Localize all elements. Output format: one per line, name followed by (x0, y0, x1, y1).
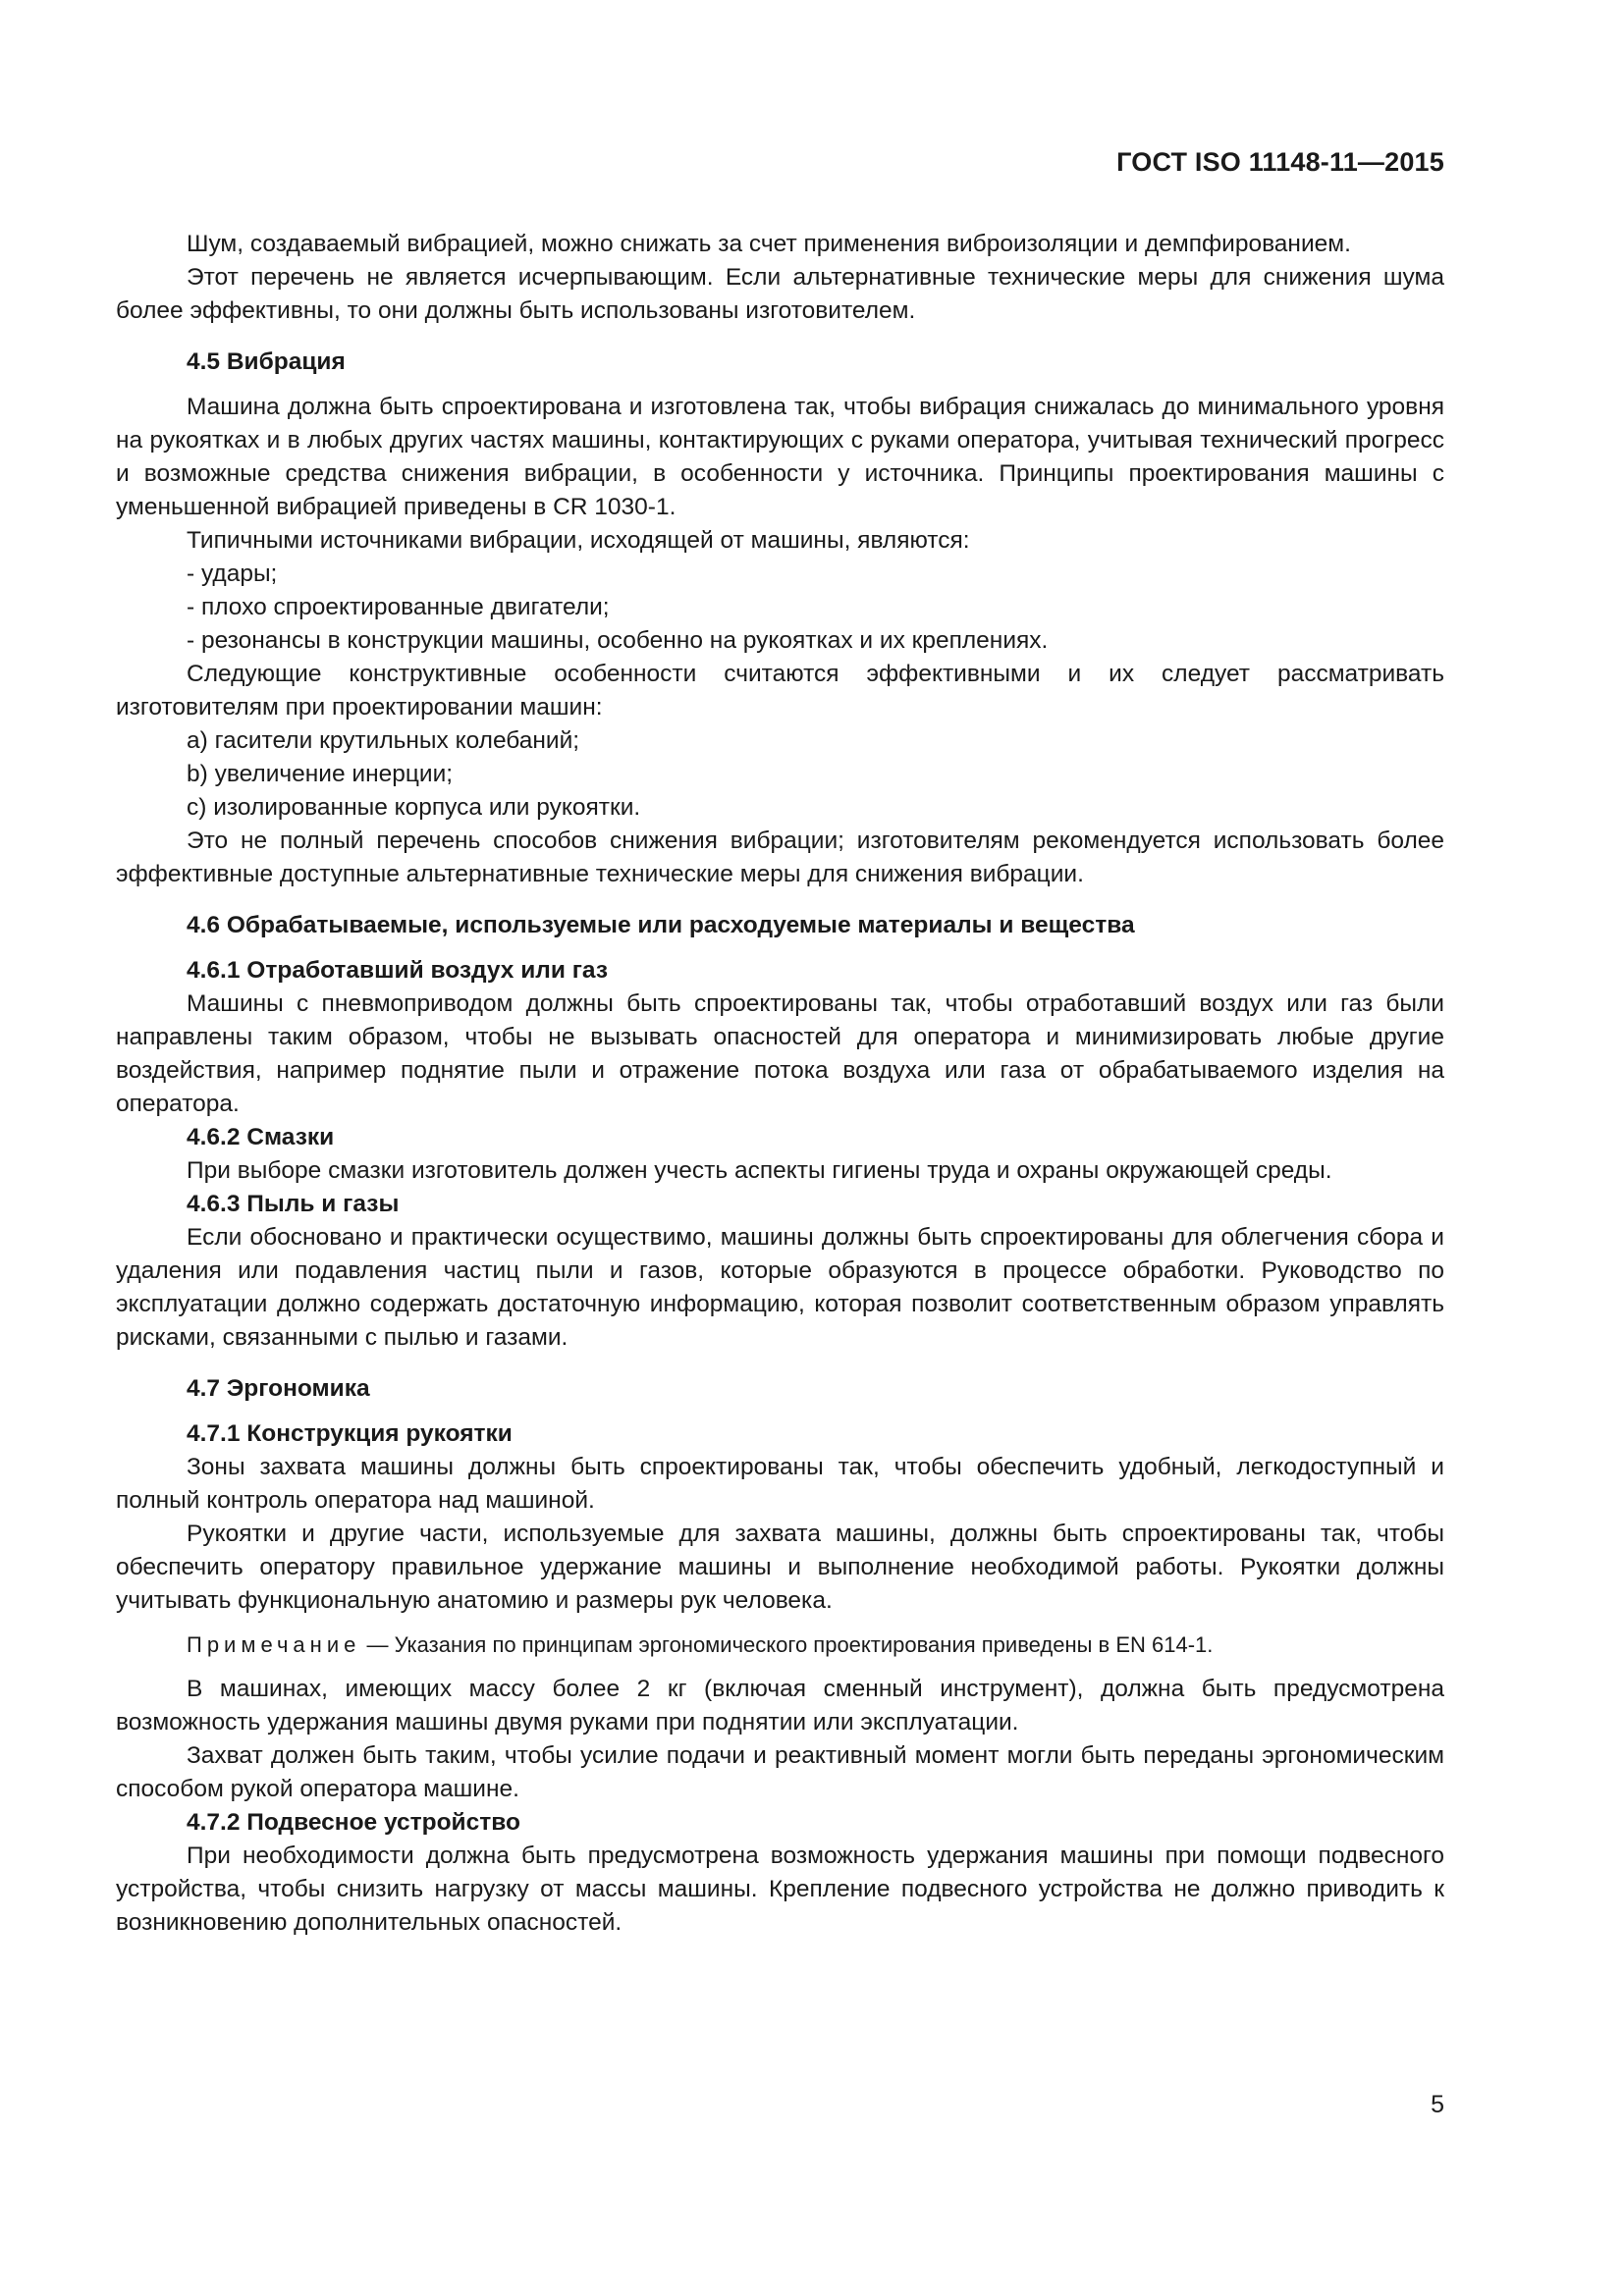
paragraph: Шум, создаваемый вибрацией, можно снижать за счет применения виброизоляции и демпфированием. (187, 231, 1351, 257)
list-item: a) гасители крутильных колебаний; (187, 727, 580, 754)
paragraph: При необходимости должна быть предусмотрена возможность удержания машины при помощи подвесного устройства, чтобы снизить нагрузку от массы машины. Крепление подвесного устройства не должно приводить к возникновению дополнительных опасностей. (116, 1842, 1444, 1936)
page-number: 5 (1431, 2091, 1444, 2118)
paragraph: Следующие конструктивные особенности считаются эффективными и их следует рассматривать изготовителям при проектировании машин: (116, 661, 1444, 721)
list-item: - удары; (187, 561, 278, 587)
note-label: Примечание (187, 1632, 361, 1657)
section-heading-4-6: 4.6 Обрабатываемые, используемые или расходуемые материалы и вещества (187, 912, 1135, 938)
paragraph: Рукоятки и другие части, используемые для захвата машины, должны быть спроектированы так, чтобы обеспечить оператору правильное удержание машины и выполнение необходимой работы. Рукоятки должны учитывать функциональную анатомию и размеры рук человека. (116, 1521, 1444, 1614)
note (116, 1629, 1444, 1661)
paragraph: При выборе смазки изготовитель должен учесть аспекты гигиены труда и охраны окружающей среды. (187, 1157, 1332, 1184)
paragraph: В машинах, имеющих массу более 2 кг (включая сменный инструмент), должна быть предусмотрена возможность удержания машины двумя руками при поднятии или эксплуатации. (116, 1676, 1444, 1735)
subsection-heading-4-6-2: 4.6.2 Смазки (187, 1124, 335, 1150)
page-content (116, 228, 1444, 1940)
subsection-heading-4-7-2: 4.7.2 Подвесное устройство (187, 1809, 520, 1836)
paragraph: Типичными источниками вибрации, исходящей от машины, являются: (187, 527, 970, 554)
list-item: - резонансы в конструкции машины, особенно на рукоятках и их креплениях. (187, 627, 1049, 654)
paragraph: Это не полный перечень способов снижения вибрации; изготовителям рекомендуется использовать более эффективные доступные альтернативные технические меры для снижения вибрации. (116, 828, 1444, 887)
paragraph: Зоны захвата машины должны быть спроектированы так, чтобы обеспечить удобный, легкодоступный и полный контроль оператора над машиной. (116, 1454, 1444, 1514)
subsection-heading-4-6-3: 4.6.3 Пыль и газы (187, 1191, 400, 1217)
paragraph: Машины с пневмоприводом должны быть спроектированы так, чтобы отработавший воздух или газ были направлены таким образом, чтобы не вызывать опасностей для оператора и минимизировать любые другие воздействия, например поднятие пыли и отражение потока воздуха или газа от обрабатываемого изделия на оператора. (116, 990, 1444, 1117)
paragraph: Захват должен быть таким, чтобы усилие подачи и реактивный момент могли быть переданы эргономическим способом рукой оператора машине. (116, 1742, 1444, 1802)
subsection-heading-4-7-1: 4.7.1 Конструкция рукоятки (187, 1420, 513, 1447)
list-item: c) изолированные корпуса или рукоятки. (187, 794, 641, 821)
paragraph: Если обосновано и практически осуществимо, машины должны быть спроектированы для облегчения сбора и удаления или подавления частиц пыли и газов, которые образуются в процессе обработки. Руководство по эксплуатации должно содержать достаточную информацию, которая позволит соответственным образом управлять рисками, связанными с пылью и газами. (116, 1224, 1444, 1351)
paragraph: Машина должна быть спроектирована и изготовлена так, чтобы вибрация снижалась до минимального уровня на рукоятках и в любых других частях машины, контактирующих с руками оператора, учитывая технический прогресс и возможные средства снижения вибрации, в особенности у источника. Принципы проектирования машины с уменьшенной вибрацией приведены в CR 1030-1. (116, 394, 1444, 520)
paragraph: Этот перечень не является исчерпывающим. Если альтернативные технические меры для снижения шума более эффективны, то они должны быть использованы изготовителем. (116, 264, 1444, 324)
section-heading-4-5: 4.5 Вибрация (187, 348, 346, 375)
section-heading-4-7: 4.7 Эргономика (187, 1375, 370, 1402)
list-item: b) увеличение инерции; (187, 761, 454, 787)
note-text: — Указания по принципам эргономического проектирования приведены в EN 614-1. (360, 1632, 1214, 1657)
subsection-heading-4-6-1: 4.6.1 Отработавший воздух или газ (187, 957, 609, 984)
document-id: ГОСТ ISO 11148-11—2015 (1116, 147, 1444, 177)
list-item: - плохо спроектированные двигатели; (187, 594, 610, 620)
